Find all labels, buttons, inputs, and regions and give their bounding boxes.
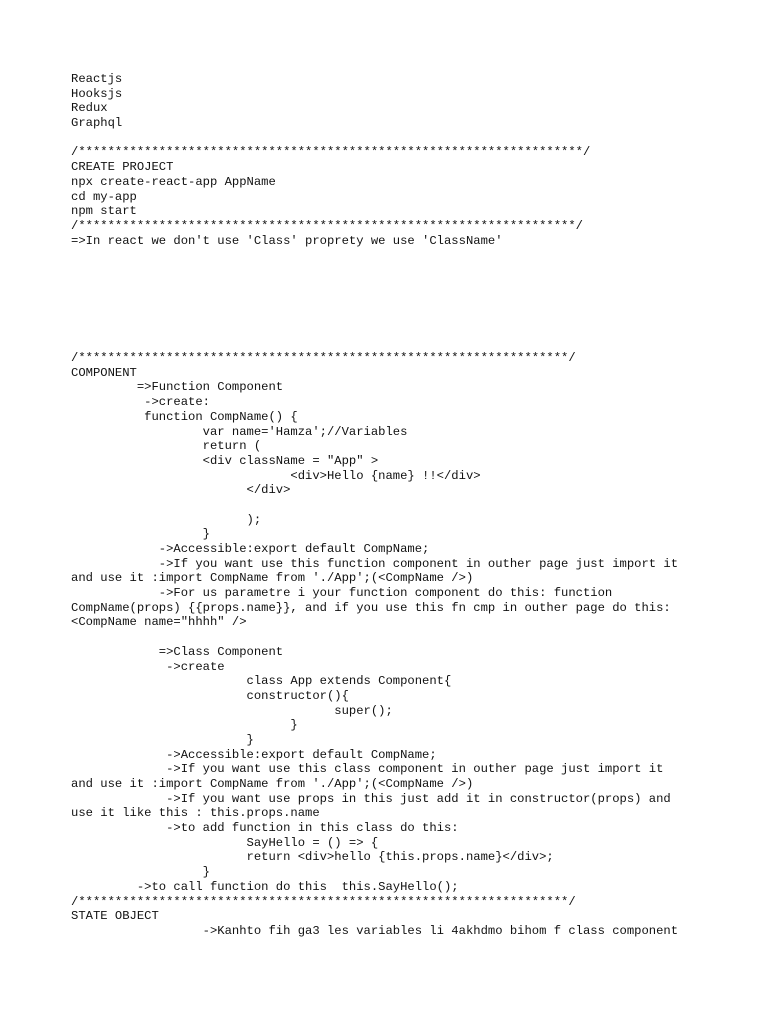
- document-line: </div>: [71, 483, 291, 498]
- document-line: ->to call function do this this.SayHello();: [71, 879, 459, 894]
- document-line: [71, 131, 751, 146]
- document-line: COMPONENT: [71, 365, 137, 380]
- document-line: /*******************************************************************/: [71, 351, 576, 366]
- document-line: }: [71, 732, 254, 747]
- document-line: }: [71, 865, 210, 880]
- document-line: STATE OBJECT: [71, 909, 159, 924]
- document-line: class App extends Component{: [71, 674, 452, 689]
- document-line: return (: [71, 439, 262, 454]
- document-line: Graphql: [71, 116, 123, 131]
- document-line: constructor(){: [71, 688, 349, 703]
- document-line: [71, 336, 751, 351]
- document-line: super();: [71, 703, 393, 718]
- document-line: ->Accessible:export default CompName;: [71, 542, 430, 556]
- document-line: [71, 322, 751, 337]
- document-line: =>Class Component: [71, 644, 284, 659]
- document-line: /********************************************************************/: [71, 218, 583, 233]
- document-line: );: [71, 512, 262, 527]
- document-line: [71, 292, 751, 307]
- document-line: ->For us parametre i your function component do this: function: [71, 586, 613, 601]
- document-line: [71, 498, 751, 513]
- document-line: function CompName() {: [71, 409, 298, 424]
- document-line: ->Kanhto fih ga3 les variables li 4akhdmo bihom f class component: [71, 923, 679, 938]
- document-line: use it like this : this.props.name: [71, 806, 320, 821]
- document-line: <CompName name="hhhh" />: [71, 615, 247, 630]
- document-line: Reactjs: [71, 72, 123, 86]
- document-line: }: [71, 527, 210, 542]
- document-line: [71, 248, 751, 263]
- document-line: cd my-app: [71, 189, 137, 204]
- document-line: ->If you want use this function component in outher page just import it: [71, 556, 679, 571]
- document-line: Hooksjs: [71, 86, 123, 101]
- document-line: [71, 278, 751, 293]
- document-line: CompName(props) {{props.name}}, and if you use this fn cmp in outher page do this:: [71, 600, 671, 615]
- document-line: =>In react we don't use 'Class' proprety we use 'ClassName': [71, 233, 503, 248]
- document-line: Redux: [71, 101, 108, 116]
- document-line: ->create: [71, 659, 225, 674]
- document-line: [71, 263, 751, 278]
- document-line: =>Function Component: [71, 380, 284, 395]
- document-line: ->to add function in this class do this:: [71, 821, 459, 836]
- document-line: <div>Hello {name} !!</div>: [71, 468, 481, 483]
- document-line: /*******************************************************************/: [71, 894, 576, 909]
- document-line: /*********************************************************************/: [71, 145, 591, 160]
- document-line: npm start: [71, 204, 137, 219]
- document-line: return <div>hello {this.props.name}</div>;: [71, 850, 554, 865]
- document-line: ->If you want use this class component in outher page just import it: [71, 762, 664, 777]
- document-line: ->Accessible:export default CompName;: [71, 747, 437, 762]
- document-line: ->If you want use props in this just add it in constructor(props) and: [71, 791, 671, 806]
- document-text: [71, 72, 751, 939]
- document-line: and use it :import CompName from './App';(<CompName />): [71, 571, 474, 586]
- document-line: CREATE PROJECT: [71, 160, 174, 175]
- document-line: }: [71, 718, 298, 733]
- document-line: [71, 630, 751, 645]
- document-line: <div className = "App" >: [71, 453, 379, 468]
- document-line: var name='Hamza';//Variables: [71, 424, 408, 439]
- document-line: [71, 307, 751, 322]
- document-line: ->create:: [71, 395, 210, 410]
- document-line: and use it :import CompName from './App';(<CompName />): [71, 777, 474, 791]
- document-line: npx create-react-app AppName: [71, 174, 276, 189]
- document-line: SayHello = () => {: [71, 835, 379, 850]
